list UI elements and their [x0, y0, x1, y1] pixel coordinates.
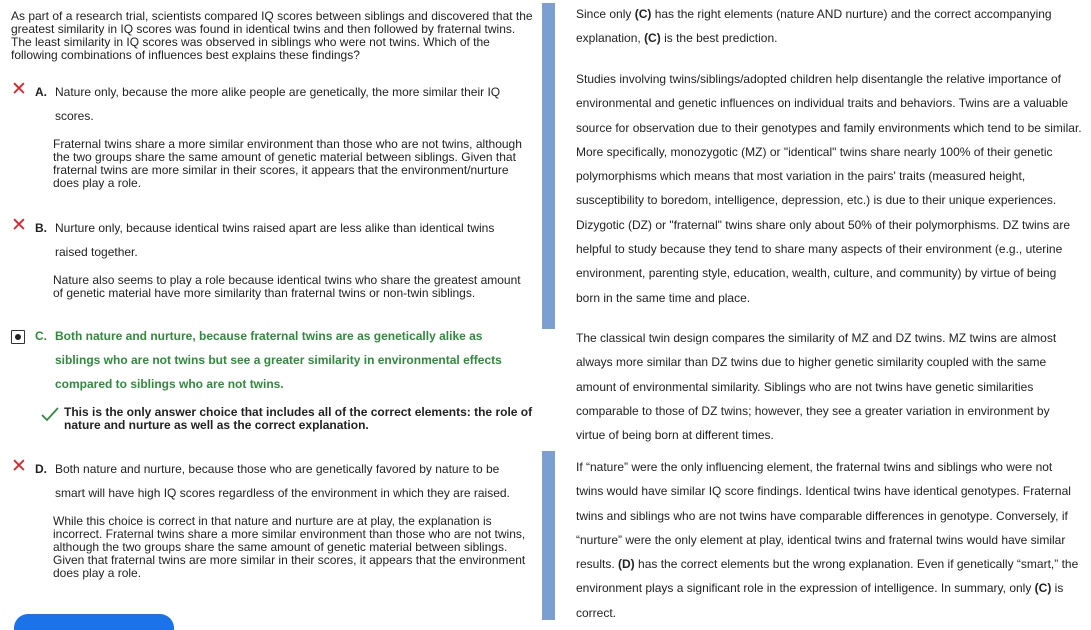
explanation-panel	[576, 0, 1086, 622]
scrollbar-track-lower	[542, 451, 555, 620]
choice-text: Nurture only, because identical twins raised apart are less alike than identical twins raised together.	[55, 221, 495, 259]
choice-letter: A.	[35, 85, 47, 99]
choice-explanation: Fraternal twins share a more similar environment than those who are not twins, although the two groups share the same amount of genetic material between siblings. Given that fraternal twins are more similar in their scores, it appears that the environment/nurture does play a role.	[53, 137, 522, 190]
scrollbar-track-upper	[542, 3, 555, 329]
text-span: is the best prediction.	[660, 31, 778, 46]
question-panel	[0, 0, 540, 622]
choice-letter: C.	[35, 329, 47, 343]
choice-letter: D.	[35, 462, 47, 476]
explanation-summary	[576, 2, 1082, 51]
text-span: is correct.	[576, 581, 1064, 620]
answer-ref: (D)	[618, 557, 635, 572]
explanation-paragraph-twin-studies: Studies involving twins/siblings/adopted children help disentangle the relative importance of environmental and genetic influences on individual traits and behaviors. Twins are a valuable source for observation due to their genotypes and family environments which tend to be similar. More specifically, monozygotic (MZ) or "identical" twins share nearly 100% of their genetic polymorphisms which means that most variation in the pairs' traits (measured height, susceptibility to boredom, intelligence, depression, etc.) is due to their unique experiences. Dizygotic (DZ) or "fraternal" twins share only about 50% of their polymorphisms. DZ twins are helpful to study because they tend to share many aspects of their environment (e.g., uterine environment, parenting style, education, wealth, culture, and community) by virtue of being born in the same time and place.	[576, 72, 1082, 305]
checkmark-icon	[41, 406, 59, 422]
choice-text: Both nature and nurture, because fraternal twins are as genetically alike as siblings who are not twins but see a greater similarity in environmental effects compared to siblings who are not twins.	[55, 329, 502, 391]
text-span: Since only	[576, 7, 635, 21]
text-span: If “nature” were the only influencing element, the fraternal twins and siblings who were not twins would have similar IQ score findings. Identical twins have identical genotypes. Fraternal twins and siblings who are not twins have comparable differences in genotype. Conversely, if “nurture” were the only element at play, identical twins and fraternal twins would have similar results.	[576, 460, 1071, 572]
question-stem: As part of a research trial, scientists compared IQ scores between siblings and discovered that the greatest similarity in IQ scores was found in identical twins and then followed by fraternal twins. The least similarity in IQ scores was observed in siblings who were not twins. Which of the following combinations of influences best explains these findings?	[11, 9, 533, 62]
answer-ref: (C)	[1034, 581, 1052, 596]
radio-dot	[15, 334, 21, 340]
x-icon: ✕	[11, 456, 27, 477]
choice-explanation: Nature also seems to play a role because identical twins who share the greatest amount of genetic material have more similarity than fraternal twins or non-twin siblings.	[53, 273, 521, 300]
text-span: has the correct elements but the wrong explanation. Even if genetically “smart,” the environment plays a significant role in the expression of intelligence. In summary, only	[576, 557, 1079, 596]
text-span: has the right elements (nature AND nurture) and the correct accompanying explanation,	[576, 7, 1052, 46]
choice-text: Both nature and nurture, because those who are genetically favored by nature to be smart will have high IQ scores regardless of the environment in which they are raised.	[55, 462, 510, 500]
choice-explanation: This is the only answer choice that includes all of the correct elements: the role of nature and nurture as well as the correct explanation.	[64, 405, 533, 432]
radio-selected-icon[interactable]	[11, 330, 25, 344]
explanation-paragraph-classical-design: The classical twin design compares the similarity of MZ and DZ twins. MZ twins are almost always more similar than DZ twins due to higher genetic similarity coupled with the same amount of environmental similarity. Siblings who are not twins have genetic similarities comparable to those of DZ twins; however, they see a greater variation in environment by virtue of being born at different times.	[576, 331, 1057, 443]
explanation-paragraph-conclusion	[576, 455, 1082, 625]
choice-explanation: While this choice is correct in that nature and nurture are at play, the explanation is incorrect. Fraternal twins share a more similar environment than those who are not twins, although the two groups share the same amount of genetic material between siblings. Given that fraternal twins are more similar in their scores, it appears that the environment does play a role.	[53, 514, 526, 580]
panel-divider-scrollbar[interactable]	[542, 3, 555, 620]
continue-button[interactable]	[14, 614, 174, 630]
answer-ref: (C)	[634, 7, 652, 21]
x-icon: ✕	[11, 79, 27, 100]
choice-letter: B.	[35, 221, 47, 235]
answer-ref: (C)	[644, 31, 661, 46]
choice-text: Nature only, because the more alike people are genetically, the more similar their IQ scores.	[55, 85, 501, 123]
x-icon: ✕	[11, 215, 27, 236]
